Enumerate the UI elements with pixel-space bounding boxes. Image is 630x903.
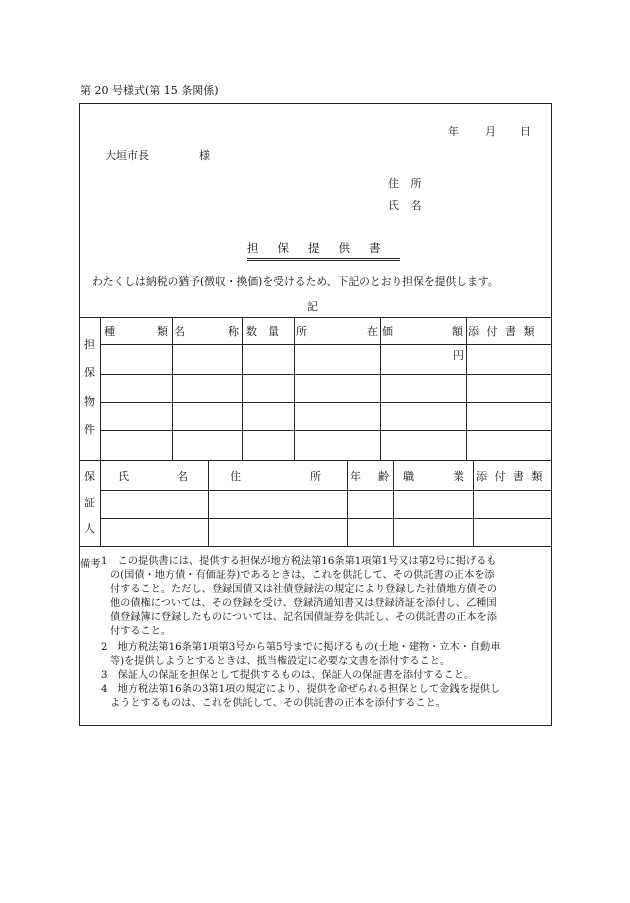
remark-line: 付すること。ただし、登録国債又は社債登録法の規定により登録した社債地方債その: [110, 584, 498, 595]
header-value-2: 額: [452, 325, 463, 338]
collateral-label-3: 物: [84, 395, 95, 408]
addressee-name: 大垣市長: [105, 149, 149, 162]
addressee-suffix: 様: [199, 149, 210, 162]
remark-line: の(国債・地方債・有価証券)であるときは、これを供託して、その供託書の正本を添: [110, 570, 495, 581]
date-month: 月: [485, 125, 496, 138]
remark-line: ようとするものは、これを供託して、その供託書の正本を添付すること。: [110, 698, 446, 709]
header-value-1: 価: [382, 325, 393, 338]
g-header-address-1: 住: [230, 470, 241, 483]
header-location-2: 在: [367, 325, 378, 338]
remark-line: 債登録簿に登録したものについては、記名国債証券を供託し、その供託書の正本を添: [110, 612, 497, 623]
remark-line: 付すること。: [110, 626, 172, 637]
g-header-name-1: 氏: [118, 470, 129, 483]
header-name-1: 名: [174, 325, 185, 338]
g-header-address-2: 所: [310, 470, 321, 483]
yen-unit: 円: [453, 349, 464, 362]
remark-line: 4 地方税法第16条の3第1項の規定により、提供を命ぜられる担保として金銭を提供し: [101, 684, 501, 695]
statement: わたくしは納税の猶予(徴収・換価)を受けるため、下記のとおり担保を提供します。: [92, 275, 499, 288]
header-quantity: 数 量: [246, 325, 279, 338]
remarks-label: 備考: [80, 559, 101, 570]
remark-line: 3 保証人の保証を担保として提供するものは、保証人の保証書を添付すること。: [101, 670, 475, 681]
header-attachments: 添 付 書 類: [468, 325, 537, 338]
g-header-name-2: 名: [177, 470, 188, 483]
remark-line: 等)を提供しようとするときは、抵当権設定に必要な文書を添付すること。: [110, 656, 451, 667]
collateral-label-1: 担: [84, 338, 95, 351]
header-location-1: 所: [296, 325, 307, 338]
collateral-label-2: 保: [84, 366, 95, 379]
guarantor-label-1: 保: [84, 470, 95, 483]
address-label: 住 所: [388, 177, 426, 190]
g-header-age-1: 年: [350, 470, 361, 483]
remark-line: 他の債権については、その登録を受け、登録済通知書又は登録済証を添付し、乙種国: [110, 598, 497, 609]
g-header-occupation-2: 業: [453, 470, 464, 483]
header-name-2: 称: [228, 325, 239, 338]
header-type-2: 類: [157, 325, 168, 338]
g-header-occupation-1: 職: [403, 470, 414, 483]
g-header-age-2: 齢: [378, 470, 389, 483]
remark-line: 1 この提供書には、提供する担保が地方税法第16条第1項第1号又は第2号に掲げるも: [101, 556, 497, 567]
remark-line: 2 地方税法第16条第1項第3号から第5号までに掲げるもの(土地・建物・立木・自動車: [101, 642, 501, 653]
name-label: 氏 名: [388, 199, 426, 212]
guarantor-label-2: 証: [84, 496, 95, 509]
form-title: 担保提供書: [247, 240, 400, 261]
date-year: 年: [448, 125, 459, 138]
form-frame: [79, 103, 552, 726]
guarantor-label-3: 人: [84, 522, 95, 535]
g-header-attachments: 添 付 書 類: [476, 470, 545, 483]
form-number: 第 20 号様式(第 15 条関係): [80, 84, 219, 97]
header-type-1: 種: [104, 325, 115, 338]
date-day: 日: [520, 125, 531, 138]
collateral-label-4: 件: [84, 423, 95, 436]
ki-label: 記: [307, 300, 318, 313]
